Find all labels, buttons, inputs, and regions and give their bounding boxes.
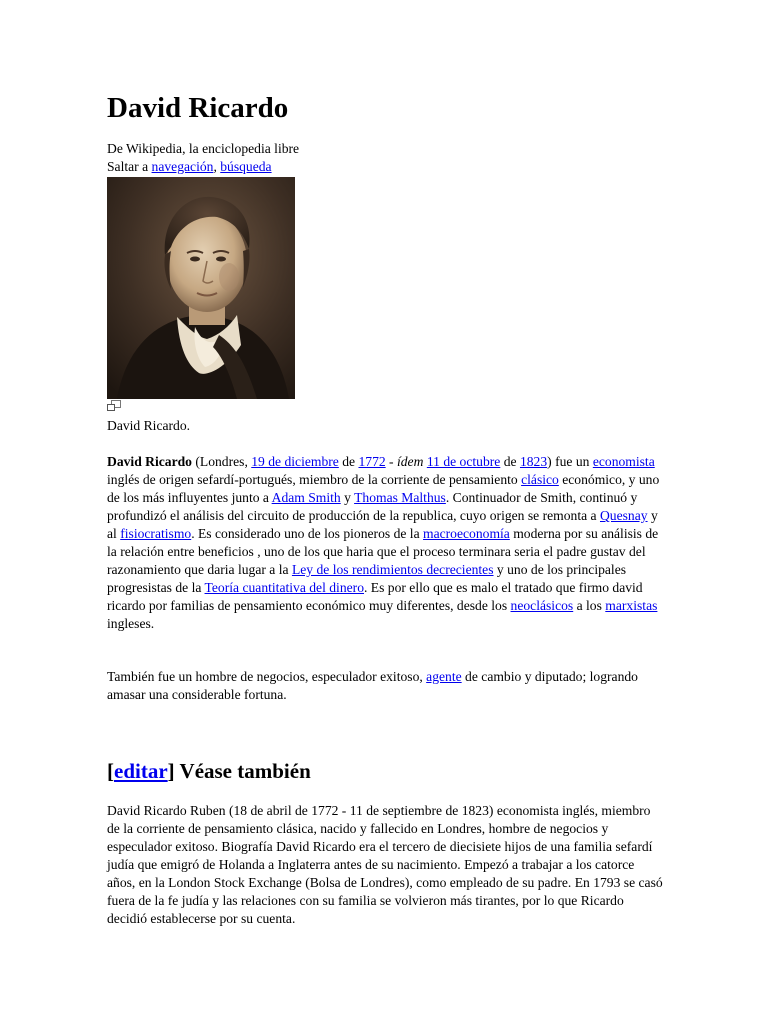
business-paragraph	[107, 668, 662, 704]
link-neoclasicos[interactable]: neoclásicos	[510, 598, 574, 613]
link-1823[interactable]: 1823	[519, 454, 548, 469]
link-1772[interactable]: 1772	[358, 454, 386, 469]
text-run: económico, y uno de los más influyentes junto a	[107, 472, 660, 505]
text-run: -	[385, 454, 397, 469]
italic-run: ídem	[396, 454, 424, 469]
portrait-image[interactable]	[107, 177, 295, 399]
jump-prefix: Saltar a	[107, 159, 152, 174]
subject-name: David Ricardo	[107, 454, 192, 469]
biography-paragraph: David Ricardo Ruben (18 de abril de 1772 - 11 de septiembre de 1823) economista inglés, miembro de la corriente de pensamiento clásica, nacido y fallecido en Londres, hombre de negocios y especulador exitoso. Biografía David Ricardo era el tercero de diecisiete hijos de una familia sefardí judía que emigró de Holanda a Inglaterra antes de su nacimiento. Empezó a trabajar a los catorce años, en la London Stock Exchange (Bolsa de Londres), como empleado de su padre. En 1793 se casó fuera de la fe judía y las relaciones con su familia se volvieron más tirantes, por lo que Ricardo decidió establecerse por su cuenta.	[107, 803, 663, 926]
jump-separator: ,	[213, 159, 221, 174]
link-fisiocratismo[interactable]: fisiocratismo	[120, 526, 192, 541]
intro-paragraph	[107, 453, 662, 633]
link-quesnay[interactable]: Quesnay	[599, 508, 648, 523]
link-marxistas[interactable]: marxistas	[605, 598, 658, 613]
edit-section-link[interactable]: editar	[114, 759, 168, 783]
text-run: (Londres,	[191, 454, 252, 469]
enlarge-icon[interactable]	[107, 398, 121, 409]
link-teoria-cuantitativa[interactable]: Teoría cuantitativa del dinero	[204, 580, 364, 595]
text-run: y al	[107, 508, 658, 541]
link-adam-smith[interactable]: Adam Smith	[271, 490, 341, 505]
text-run: También fue un hombre de negocios, especulador exitoso,	[107, 669, 427, 684]
navigation-link[interactable]: navegación	[151, 159, 214, 174]
page-title: David Ricardo	[107, 92, 289, 124]
link-thomas-malthus[interactable]: Thomas Malthus	[354, 490, 446, 505]
bracket-open: [	[107, 759, 114, 783]
text-run: de	[338, 454, 359, 469]
text-run: . Es considerado uno de los pioneros de la	[191, 526, 424, 541]
portrait-illustration	[107, 177, 295, 399]
text-run: moderna por su análisis de la relación entre beneficios , uno de los que haria que el proceso terminara seria el padre gustav del razonamiento que daria lugar a la	[107, 526, 659, 577]
image-caption: David Ricardo.	[107, 418, 191, 433]
source-line: De Wikipedia, la enciclopedia libre	[107, 141, 300, 156]
link-11-de-octubre[interactable]: 11 de octubre	[426, 454, 501, 469]
text-run: de cambio y diputado; logrando amasar una considerable fortuna.	[107, 669, 638, 702]
search-link[interactable]: búsqueda	[220, 159, 272, 174]
bracket-close: ]	[167, 759, 175, 783]
link-agente[interactable]: agente	[426, 669, 462, 684]
enlarge-icon-glyph	[107, 400, 121, 411]
link-macroeconomia[interactable]: macroeconomía	[423, 526, 510, 541]
article-meta	[107, 140, 299, 176]
link-19-de-diciembre[interactable]: 19 de diciembre	[251, 454, 339, 469]
text-run: ingleses.	[107, 616, 155, 631]
text-run: y	[340, 490, 355, 505]
text-run: inglés de origen sefardí-portugués, miembro de la corriente de pensamiento	[107, 472, 522, 487]
section-heading-see-also	[107, 757, 311, 785]
link-ley-rendimientos-decrecientes[interactable]: Ley de los rendimientos decrecientes	[291, 562, 494, 577]
text-run: ) fue un	[547, 454, 593, 469]
section-title: Véase también	[174, 759, 311, 783]
text-run: a los	[573, 598, 606, 613]
link-clasico[interactable]: clásico	[521, 472, 559, 487]
text-run: . Es por ello que es malo el tratado que firmo david ricardo por familias de pensamiento económico muy diferentes, desde los	[107, 580, 643, 613]
text-run: y uno de los principales progresistas de la	[107, 562, 627, 595]
text-run: . Continuador de Smith, continuó y profundizó el análisis del circuito de producción de la republica, cuyo origen se remonta a	[107, 490, 638, 523]
text-run: de	[500, 454, 520, 469]
jump-links	[107, 158, 299, 176]
link-economista[interactable]: economista	[592, 454, 655, 469]
